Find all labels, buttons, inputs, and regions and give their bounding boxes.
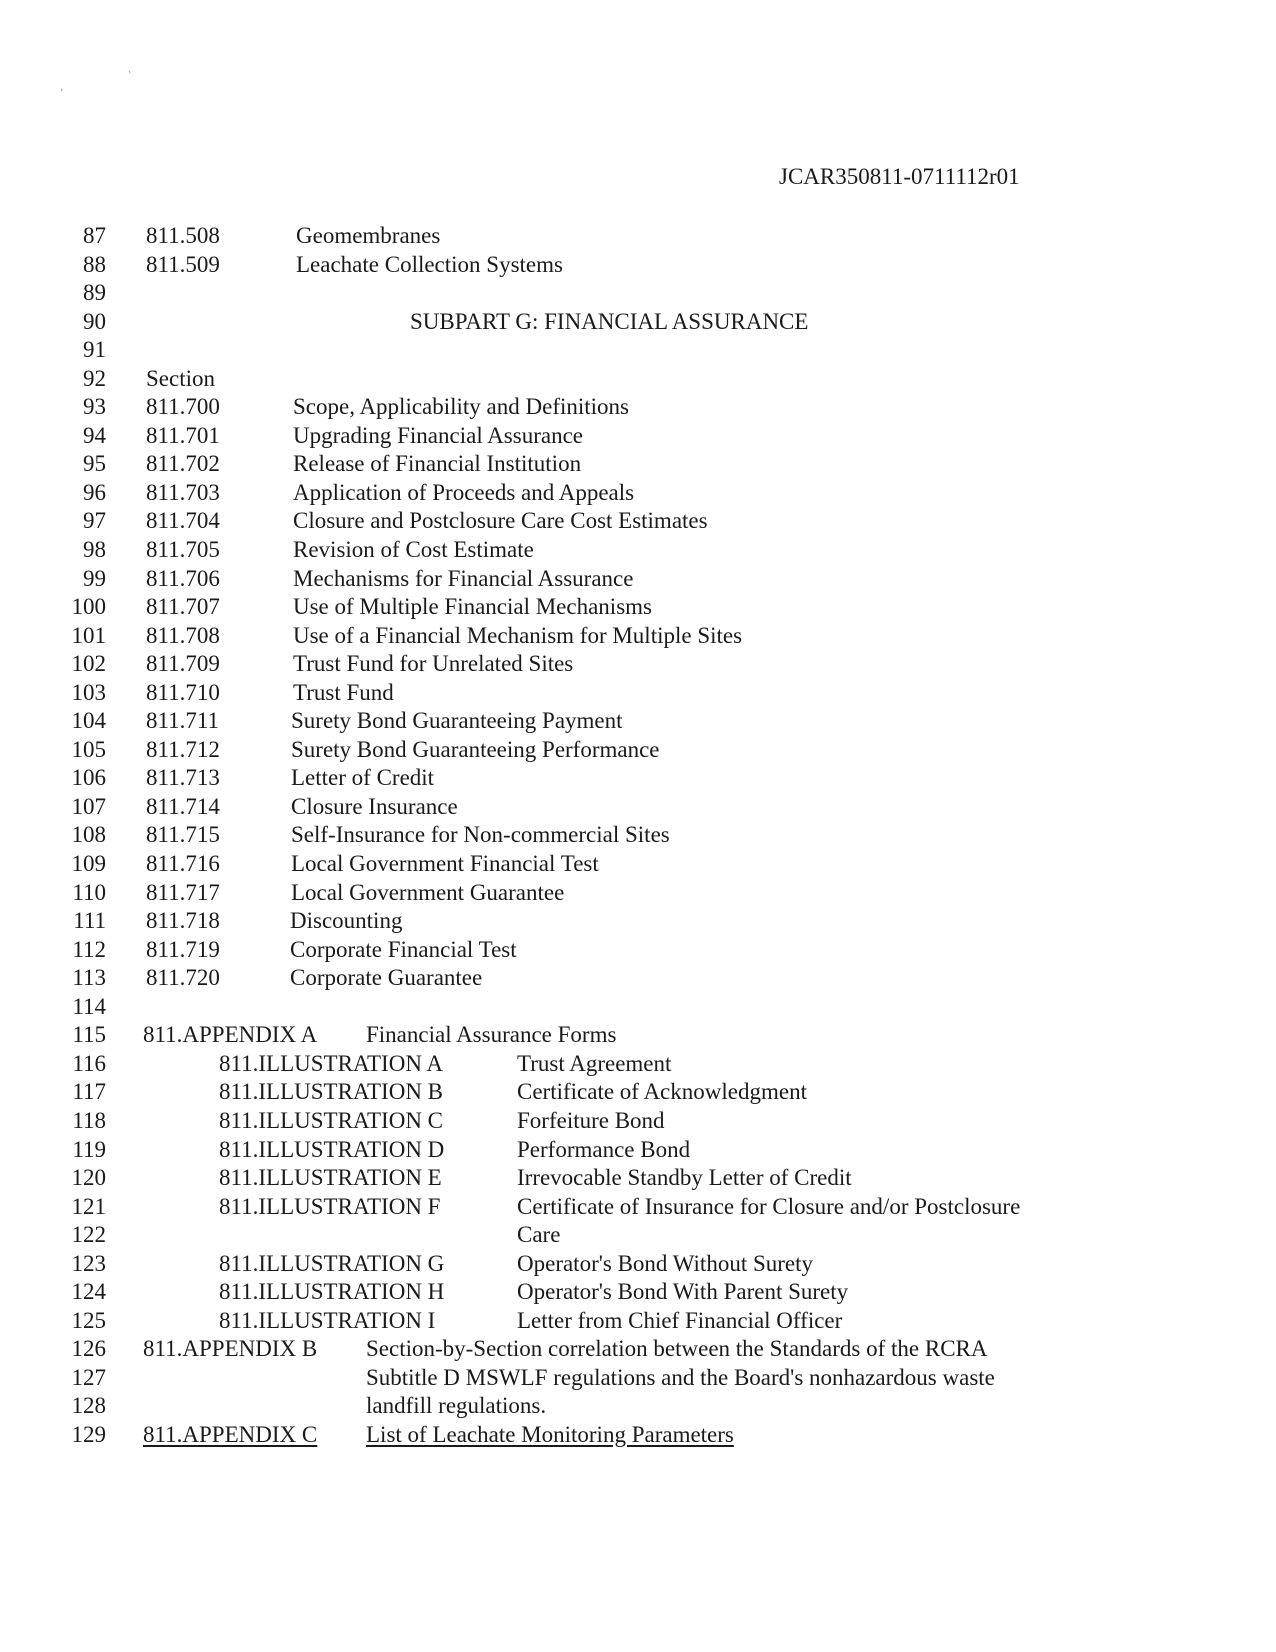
doc-line (0, 650, 1276, 679)
doc-line (0, 1078, 1276, 1107)
illustration-title: Forfeiture Bond (517, 1107, 665, 1133)
line-number: 102 (71, 651, 106, 677)
line-number: 115 (72, 1022, 106, 1048)
illustration-code: 811.ILLUSTRATION D (219, 1136, 445, 1162)
section-code: 811.711 (146, 708, 220, 734)
doc-line (0, 907, 1276, 936)
appendix-code: 811.APPENDIX B (143, 1336, 318, 1362)
illustration-code: 811.ILLUSTRATION C (219, 1107, 444, 1133)
section-title: Revision of Cost Estimate (293, 537, 534, 563)
line-number: 112 (72, 936, 106, 962)
line-number: 101 (71, 622, 106, 648)
doc-line (0, 736, 1276, 765)
line-number: 96 (83, 479, 106, 505)
doc-line (0, 821, 1276, 850)
appendix-title: Financial Assurance Forms (366, 1022, 617, 1048)
line-number: 126 (71, 1336, 106, 1362)
line-number: 88 (83, 251, 106, 277)
line-number: 118 (72, 1107, 106, 1133)
illustration-title-continued: Care (517, 1222, 561, 1248)
illustration-title: Letter from Chief Financial Officer (517, 1307, 843, 1333)
doc-line (0, 850, 1276, 879)
line-number: 111 (73, 908, 106, 934)
appendix-title-continued: Subtitle D MSWLF regulations and the Board's nonhazardous waste (366, 1364, 995, 1390)
doc-line (0, 1421, 1276, 1450)
section-code: 811.713 (146, 765, 220, 791)
line-number: 123 (71, 1250, 106, 1276)
illustration-code: 811.ILLUSTRATION A (219, 1050, 444, 1076)
section-title: Corporate Financial Test (290, 936, 517, 962)
doc-line (0, 679, 1276, 708)
section-title: Self-Insurance for Non-commercial Sites (291, 822, 670, 848)
doc-line (0, 593, 1276, 622)
doc-line (0, 707, 1276, 736)
illustration-code: 811.ILLUSTRATION I (219, 1307, 436, 1333)
section-title: Use of Multiple Financial Mechanisms (293, 594, 652, 620)
section-title: Local Government Financial Test (291, 851, 599, 877)
section-code: 811.710 (146, 679, 220, 705)
line-number: 127 (71, 1364, 106, 1390)
section-title: Geomembranes (296, 223, 441, 248)
line-number: 95 (83, 451, 106, 477)
section-title: Closure and Postclosure Care Cost Estimates (293, 508, 708, 534)
line-number: 87 (83, 223, 106, 248)
subpart-heading: SUBPART G: FINANCIAL ASSURANCE (410, 308, 809, 334)
doc-line (0, 507, 1276, 536)
section-code: 811.702 (146, 451, 220, 477)
appendix-title-continued: landfill regulations. (366, 1393, 547, 1419)
doc-line (0, 279, 1276, 308)
doc-line (0, 1335, 1276, 1364)
illustration-title: Certificate of Acknowledgment (517, 1079, 807, 1105)
section-code: 811.716 (146, 851, 220, 877)
section-code: 811.720 (146, 965, 220, 991)
section-code: 811.704 (146, 508, 220, 534)
line-number: 121 (71, 1193, 106, 1219)
doc-line (0, 450, 1276, 479)
section-code: 811.701 (146, 422, 220, 448)
section-code: 811.705 (146, 537, 220, 563)
doc-line (0, 936, 1276, 965)
section-title: Trust Fund (293, 679, 394, 705)
illustration-title: Operator's Bond Without Surety (517, 1250, 814, 1276)
doc-line (0, 1392, 1276, 1421)
section-title: Mechanisms for Financial Assurance (293, 565, 634, 591)
section-title: Scope, Applicability and Definitions (293, 394, 630, 420)
line-number: 100 (71, 594, 106, 620)
illustration-code: 811.ILLUSTRATION F (219, 1193, 441, 1219)
doc-line (0, 393, 1276, 422)
line-number: 89 (83, 280, 106, 306)
illustration-code: 811.ILLUSTRATION H (219, 1279, 445, 1305)
illustration-code: 811.ILLUSTRATION B (219, 1079, 444, 1105)
doc-line (0, 1021, 1276, 1050)
appendix-code: 811.APPENDIX A (143, 1022, 318, 1048)
doc-line (0, 993, 1276, 1022)
line-number: 107 (71, 793, 106, 819)
doc-line (0, 1136, 1276, 1165)
line-number: 113 (72, 965, 106, 991)
section-code: 811.712 (146, 736, 220, 762)
section-title: Application of Proceeds and Appeals (293, 479, 635, 505)
line-number: 128 (71, 1393, 106, 1419)
illustration-code: 811.ILLUSTRATION E (219, 1165, 442, 1191)
line-number: 105 (71, 736, 106, 762)
doc-line (0, 1164, 1276, 1193)
line-number: 98 (83, 537, 106, 563)
appendix-title: Section-by-Section correlation between the Standards of the RCRA (366, 1336, 988, 1362)
doc-line (0, 1050, 1276, 1079)
line-number: 106 (71, 765, 106, 791)
doc-line (0, 365, 1276, 394)
line-number: 94 (83, 422, 106, 448)
section-code: 811.717 (146, 879, 220, 905)
section-title: Discounting (290, 908, 403, 934)
line-number: 99 (83, 565, 106, 591)
appendix-title-underlined: List of Leachate Monitoring Parameters (366, 1421, 734, 1447)
section-code: 811.709 (146, 651, 220, 677)
line-number: 119 (72, 1136, 106, 1162)
doc-line (0, 1107, 1276, 1136)
line-number: 129 (71, 1421, 106, 1447)
line-number: 110 (72, 879, 106, 905)
illustration-title: Operator's Bond With Parent Surety (517, 1279, 849, 1305)
doc-line (0, 1278, 1276, 1307)
doc-line (0, 879, 1276, 908)
line-number: 91 (83, 337, 106, 363)
section-title: Corporate Guarantee (290, 965, 483, 991)
doc-line (0, 222, 1276, 251)
scan-mark: ʼ (60, 88, 64, 99)
section-title: Use of a Financial Mechanism for Multiple Sites (293, 622, 743, 648)
line-number: 90 (83, 308, 106, 334)
doc-line (0, 964, 1276, 993)
section-code: 811.706 (146, 565, 220, 591)
line-number: 92 (83, 365, 106, 391)
section-code: 811.708 (146, 622, 220, 648)
document-id: JCAR350811-0711112r01 (779, 164, 1020, 189)
doc-line (0, 793, 1276, 822)
doc-line (0, 479, 1276, 508)
illustration-code: 811.ILLUSTRATION G (219, 1250, 445, 1276)
section-title: Leachate Collection Systems (296, 251, 563, 277)
line-number: 122 (71, 1222, 106, 1248)
doc-line (0, 764, 1276, 793)
section-code: 811.508 (146, 223, 220, 248)
scan-mark: ʼ (128, 70, 132, 81)
doc-line (0, 251, 1276, 280)
line-number: 117 (72, 1079, 106, 1105)
line-number: 124 (71, 1279, 106, 1305)
document-body (0, 222, 1276, 1450)
doc-line (0, 1364, 1276, 1393)
section-code: 811.703 (146, 479, 220, 505)
line-number: 125 (71, 1307, 106, 1333)
section-title: Local Government Guarantee (291, 879, 565, 905)
appendix-code-underlined: 811.APPENDIX C (143, 1421, 318, 1447)
line-number: 120 (71, 1165, 106, 1191)
section-title: Letter of Credit (291, 765, 435, 791)
section-title: Surety Bond Guaranteeing Payment (291, 708, 623, 734)
doc-line (0, 1307, 1276, 1336)
doc-line (0, 336, 1276, 365)
section-code: 811.707 (146, 594, 220, 620)
section-title: Closure Insurance (291, 793, 458, 819)
section-code: 811.718 (146, 908, 220, 934)
line-number: 97 (83, 508, 106, 534)
line-number: 104 (71, 708, 106, 734)
line-number: 116 (72, 1050, 106, 1076)
doc-line (0, 565, 1276, 594)
section-title: Release of Financial Institution (293, 451, 582, 477)
illustration-title: Irrevocable Standby Letter of Credit (517, 1165, 852, 1191)
line-number: 114 (72, 993, 106, 1019)
line-number: 108 (71, 822, 106, 848)
section-code: 811.715 (146, 822, 220, 848)
illustration-title: Certificate of Insurance for Closure and/or Postclosure (517, 1193, 1021, 1219)
doc-line (0, 622, 1276, 651)
line-number: 109 (71, 851, 106, 877)
line-number: 103 (71, 679, 106, 705)
doc-line (0, 1221, 1276, 1250)
section-title: Trust Fund for Unrelated Sites (293, 651, 574, 677)
doc-line (0, 536, 1276, 565)
section-code: 811.509 (146, 251, 220, 277)
doc-line (0, 1193, 1276, 1222)
section-title: Upgrading Financial Assurance (293, 422, 583, 448)
line-number: 93 (83, 394, 106, 420)
section-label: Section (146, 365, 215, 391)
section-code: 811.700 (146, 394, 220, 420)
doc-line (0, 422, 1276, 451)
section-code: 811.719 (146, 936, 220, 962)
illustration-title: Trust Agreement (517, 1050, 672, 1076)
section-title: Surety Bond Guaranteeing Performance (291, 736, 660, 762)
doc-line (0, 308, 1276, 337)
illustration-title: Performance Bond (517, 1136, 691, 1162)
section-code: 811.714 (146, 793, 220, 819)
doc-line (0, 1250, 1276, 1279)
